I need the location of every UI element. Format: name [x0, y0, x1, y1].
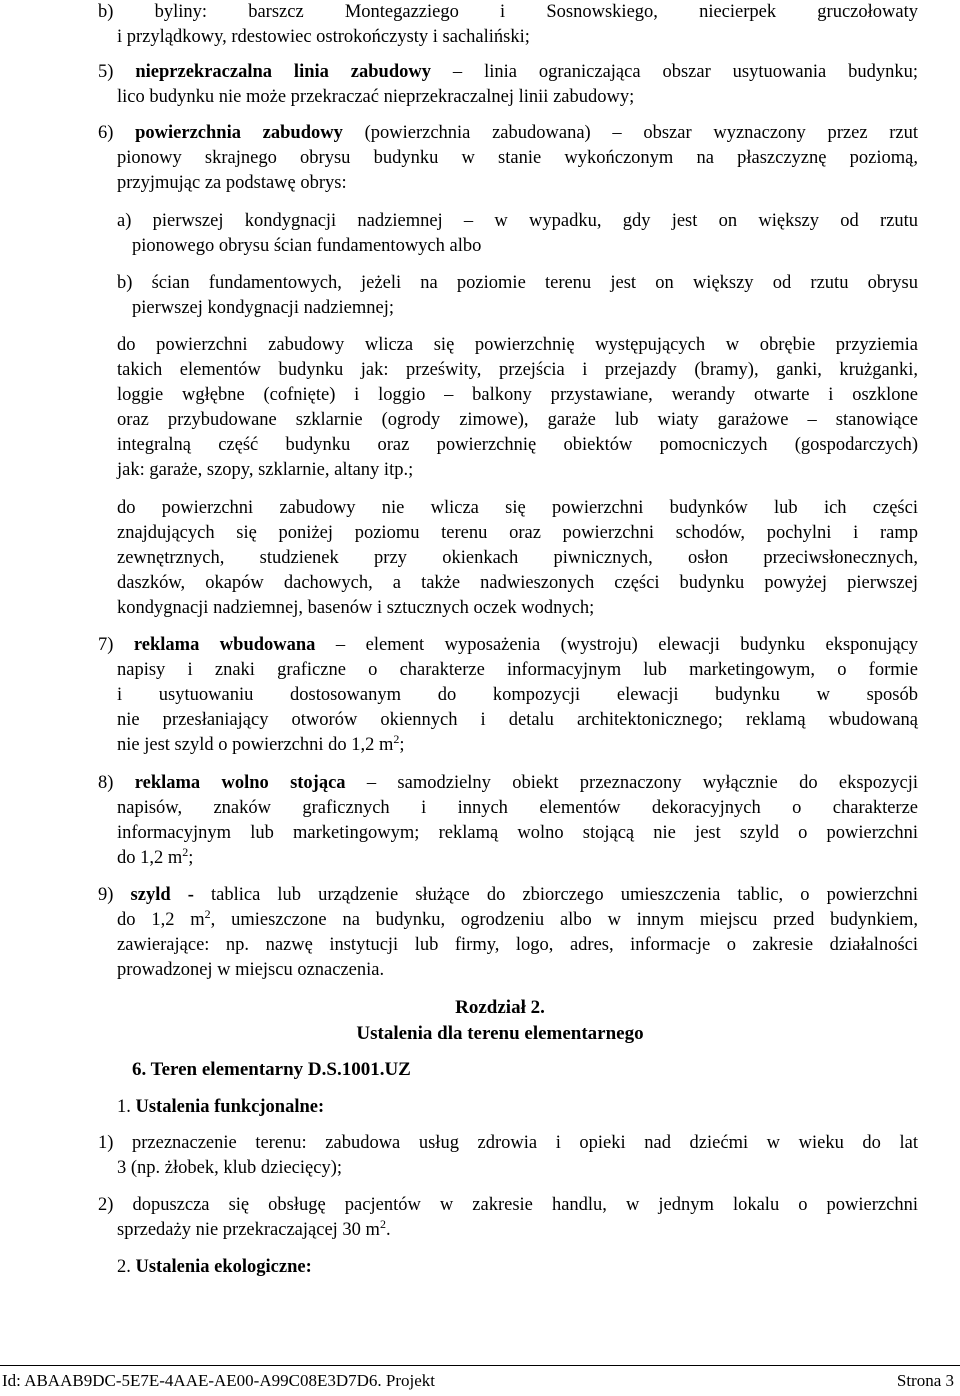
text-line: jak: garaże, szopy, szklarnie, altany itp.; [117, 460, 414, 480]
definition-item-9 [98, 883, 918, 983]
defined-term: powierzchnia zabudowy [135, 123, 343, 143]
subsection-heading-2: 2. Ustalenia ekologiczne: [117, 1257, 312, 1277]
text-line: napisy i znaki graficzne o charakterze informacyjnym lub marketingowym, o formie [117, 660, 918, 680]
text-line: zewnętrznych, studzienek przy okienkach piwnicznych, osłon przeciwsłonecznych, [117, 548, 918, 568]
text-line: i przylądkowy, rdestowiec ostrokończysty i sachaliński; [117, 27, 530, 47]
defined-term: reklama wolno stojąca [134, 773, 346, 793]
text-line: do powierzchni zabudowy nie wlicza się powierzchni budynków lub ich części [117, 498, 918, 518]
defined-term: nieprzekraczalna linia zabudowy [135, 62, 431, 82]
text-line: integralną część budynku oraz powierzchnię obiektów pomocniczych (gospodarczych) [117, 435, 918, 455]
text-line: informacyjnym lub marketingowym; reklamą wolno stojącą nie jest szyld o powierzchni [117, 823, 918, 843]
text-line: b) ścian fundamentowych, jeżeli na poziomie terenu jest on większy od rzutu obrysu [117, 273, 918, 293]
list-item-1 [98, 1131, 918, 1181]
text-line: napisów, znaków graficznych i innych elementów dekoracyjnych o charakterze [117, 798, 918, 818]
paragraph-nie-wlicza [117, 496, 918, 621]
section-heading: 6. Teren elementarny D.S.1001.UZ [132, 1059, 411, 1080]
text-line: kondygnacji nadziemnej, basenów i sztucznych oczek wodnych; [117, 598, 595, 618]
text-line: lico budynku nie może przekraczać nieprzekraczalnej linii zabudowy; [117, 87, 635, 107]
definition-item-6 [98, 121, 918, 196]
text-line: 3 (np. żłobek, klub dziecięcy); [117, 1158, 342, 1178]
defined-term: szyld - [130, 885, 194, 905]
text-line: zawierające: np. nazwę instytucji lub firmy, logo, adres, informacje o zakresie działalności [117, 935, 918, 955]
text-line: do 1,2 $m^2$; [117, 845, 194, 868]
defined-term: reklama wbudowana [133, 635, 316, 655]
text-line: pionowego obrysu ścian fundamentowych albo [132, 236, 482, 256]
document-id: Id: ABAAB9DC-5E7E-4AAE-AE00-A99C08E3D7D6. Projekt [2, 1371, 435, 1390]
text-line: do powierzchni zabudowy wlicza się powierzchnię występujących w obrębie przyziemia [117, 335, 918, 355]
text-line: 7) reklama wbudowana – element wyposażenia (wystroju) elewacji budynku eksponujący [98, 635, 918, 655]
sub-item-a [117, 209, 918, 259]
text-line: daszków, okapów dachowych, a także nadwieszonych części budynku powyżej pierwszej [117, 573, 918, 593]
text-line: 2) dopuszcza się obsługę pacjentów w zakresie handlu, w jednym lokalu o powierzchni [98, 1195, 918, 1215]
text-line: pierwszej kondygnacji nadziemnej; [132, 298, 394, 318]
text-line: przyjmując za podstawę obrys: [117, 173, 347, 193]
list-item-byliny [98, 0, 918, 50]
text-line: 9) szyld - tablica lub urządzenie służące do zbiorczego umieszczenia tablic, o powierzchni [98, 885, 919, 905]
text-line: nie jest szyld o powierzchni do 1,2 $m^2$; [117, 732, 405, 755]
chapter-title: Rozdział 2. [455, 997, 545, 1018]
sub-item-b [117, 271, 918, 321]
list-item-2 [98, 1193, 918, 1243]
text-line: sprzedaży nie przekraczającej 30 $m^2$. [117, 1217, 391, 1240]
text-line: prowadzonej w miejscu oznaczenia. [117, 960, 385, 980]
text-line: 1) przeznaczenie terenu: zabudowa usług zdrowia i opieki nad dziećmi w wieku do lat [98, 1133, 918, 1153]
text-line: a) pierwszej kondygnacji nadziemnej – w wypadku, gdy jest on większy od rzutu [117, 211, 918, 231]
text-line: znajdujących się poniżej poziomu terenu oraz powierzchni schodów, pochylni i ramp [117, 523, 918, 543]
text-line: i usytuowaniu dostosowanym do kompozycji elewacji budynku w sposób [117, 685, 918, 705]
text-line: nie przesłaniający otworów okiennych i detalu architektonicznego; reklamą wbudowaną [117, 710, 918, 730]
chapter-subtitle: Ustalenia dla terenu elementarnego [356, 1023, 644, 1044]
text-line: 8) reklama wolno stojąca – samodzielny obiekt przeznaczony wyłącznie do ekspozycji [98, 773, 918, 793]
text-line: 6) powierzchnia zabudowy (powierzchnia zabudowana) – obszar wyznaczony przez rzut [98, 123, 918, 143]
text-line: loggie wgłębne (cofnięte) i loggio – balkony przystawiane, werandy otwarte i oszklone [117, 385, 918, 405]
definition-item-5 [98, 60, 918, 110]
definition-item-7 [98, 633, 918, 758]
page-footer [0, 1365, 960, 1392]
subsection-heading-1: 1. Ustalenia funkcjonalne: [117, 1097, 325, 1117]
text-line: oraz przybudowane szklarnie (ogrody zimowe), garaże lub wiaty garażowe – stanowiące [117, 410, 918, 430]
page-number: Strona 3 [896, 1371, 954, 1390]
text-line: 5) nieprzekraczalna linia zabudowy – linia ograniczająca obszar usytuowania budynku; [98, 62, 919, 82]
text-line: do 1,2 $m^2$, umieszczone na budynku, ogrodzeniu albo w innym miejscu przed budynkiem, [117, 907, 919, 930]
text-line: pionowy skrajnego obrysu budynku w stanie wykończonym na płaszczyznę poziomą, [117, 148, 918, 168]
text-line: takich elementów budynku jak: prześwity, przejścia i przejazdy (bramy), ganki, krużganki, [117, 360, 918, 380]
paragraph-wlicza [117, 333, 918, 483]
text-line: b) byliny: barszcz Montegazziego i Sosnowskiego, niecierpek gruczołowaty [98, 2, 918, 22]
definition-item-8 [98, 771, 918, 871]
